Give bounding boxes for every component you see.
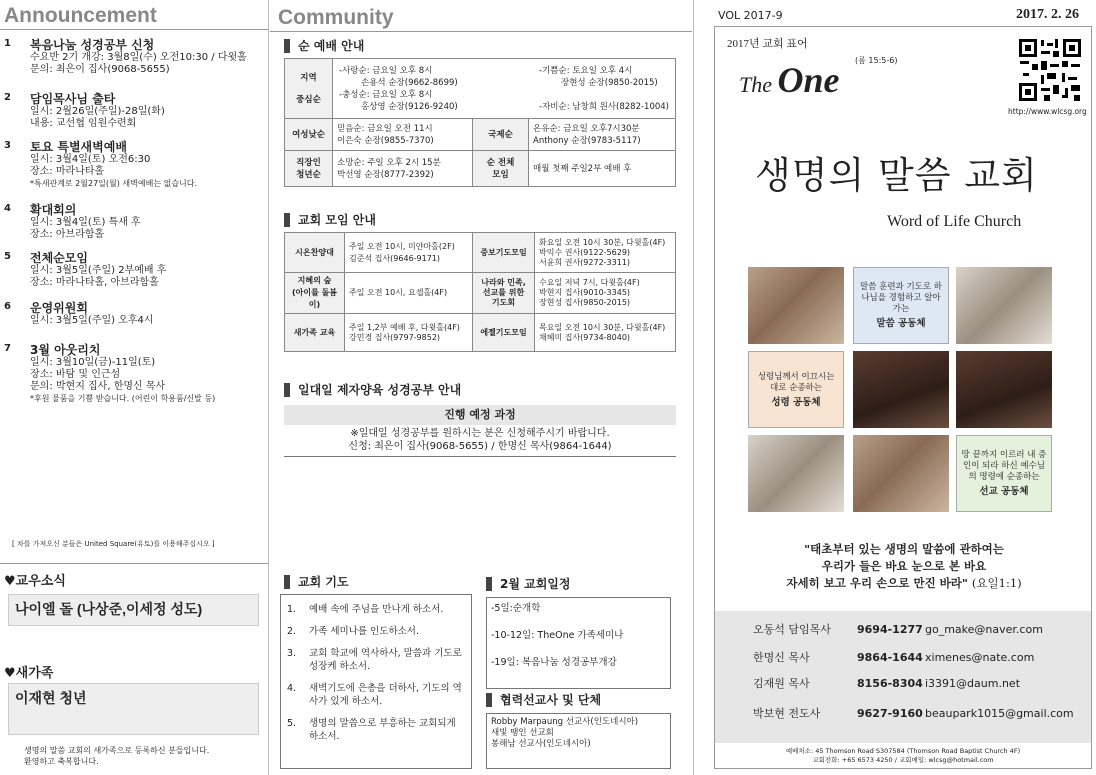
prayer-number: 2.	[287, 626, 297, 637]
announcement-line: 수요반 2기 개강: 3월8일(수) 오전10:30 / 다윗홀	[30, 52, 247, 63]
cell-line: 채혜미 집사(9734-8040)	[539, 332, 631, 342]
announcement-item	[4, 301, 266, 327]
label-text: (아이를 돌봄이)	[291, 288, 338, 309]
worship-heading: 순 예배 안내	[284, 39, 364, 53]
contact-role: 김재원 목사	[753, 677, 810, 690]
theme-year: 2017년 교회 표어	[727, 38, 808, 50]
contact-email[interactable]: i3391@daum.net	[925, 677, 1021, 690]
cell-line: 강민경 집사(9797-9852)	[349, 332, 441, 342]
new-family-footer-line: 생명의 말씀 교회의 새가족으로 등록하신 분들입니다.	[24, 746, 210, 755]
photo-praise-team	[956, 351, 1052, 428]
meetings-heading: 교회 모임 안내	[284, 213, 376, 227]
discipleship-heading: 일대일 제자양육 성경공부 안내	[284, 383, 461, 397]
announcement-title-text: 전체순모임	[30, 251, 88, 265]
prayer-text: 새벽기도에 은총을 더하사, 기도의 역사가 있게 하소서.	[309, 683, 462, 707]
cell-line: 장현성 집사(9850-2015)	[539, 298, 631, 307]
announcement-line: 일시: 3월5일(주일) 2부예배 후	[30, 265, 167, 276]
worship-label	[285, 151, 333, 187]
missionaries-heading: 협력선교사 및 단체	[486, 693, 601, 707]
announcement-item	[4, 38, 266, 76]
prayer-number: 4.	[287, 683, 297, 694]
cell-line: -사랑순: 금요일 오후 8시	[339, 65, 433, 76]
announcement-title-text: 복음나눔 성경공부 신청	[30, 38, 155, 52]
member-news-box	[8, 594, 259, 626]
cell-line: 박익수 권사(9122-5629)	[539, 247, 631, 257]
worship-table	[284, 58, 676, 187]
label-text: 지역	[300, 72, 317, 83]
issue-date: 2017. 2. 26	[1016, 7, 1079, 22]
worship-cell	[333, 151, 473, 187]
meetings-cell	[345, 314, 473, 352]
quote-ref: (요일1:1)	[971, 576, 1022, 590]
announcement-line: 장소: 마라나타홀, 아브라함홀	[30, 277, 159, 288]
schedule-box	[486, 597, 671, 689]
missionary-item: Robby Marpaung 선교사(인도네시아)	[491, 717, 639, 727]
meetings-cell	[535, 273, 676, 314]
meetings-label: 시온찬양대	[285, 233, 345, 273]
announcement-number: 1	[4, 38, 11, 49]
qr-code-icon	[1017, 37, 1083, 103]
announcement-note: *특새관계로 2월27일(월) 새벽예배는 없습니다.	[30, 179, 198, 188]
quote-line: 자세히 보고 우리 손으로 만진 바라"	[786, 576, 968, 590]
cell-line: 김준석 집사(9646-9171)	[349, 253, 441, 263]
contacts-panel	[715, 611, 1091, 743]
quote-line: "태초부터 있는 생명의 말씀에 관하여는	[804, 542, 1004, 556]
parking-note: [ 차를 가져오신 분들은 United Square(유토)를 이용해주십시오 ]	[12, 540, 215, 548]
contact-role: 오동석 담임목사	[753, 623, 831, 636]
cell-line: 믿음순: 금요일 오전 11시	[337, 123, 433, 134]
word-community-tile	[853, 267, 949, 344]
missionary-item: 새빛 땡인 선교회	[491, 728, 554, 738]
announcement-line: 일시: 3월5일(주일) 오후4시	[30, 315, 154, 326]
announcement-title-text: 확대회의	[30, 203, 77, 217]
photo-group-study	[748, 267, 844, 344]
prayer-text: 교회 학교에 역사하사, 말씀과 기도로 성장케 하소서.	[309, 648, 462, 672]
member-news-heading: ♥교우소식	[4, 574, 66, 589]
announcement-line: 장소: 마라나타홀	[30, 166, 105, 177]
announcement-number: 4	[4, 203, 11, 214]
member-news-text: 나이엘 돌 (나상준,이세정 성도)	[15, 601, 203, 617]
meetings-label: 에젤기도모임	[473, 314, 535, 352]
column-divider	[268, 0, 269, 775]
contact-phone: 9864-1644	[857, 651, 923, 664]
column-divider	[693, 0, 694, 775]
tile-title: 말씀 공동체	[876, 318, 926, 329]
prayer-heading: 교회 기도	[284, 575, 349, 589]
prayer-number: 5.	[287, 718, 297, 729]
cell-line: 이은숙 순장(9855-7370)	[337, 135, 434, 146]
meetings-cell	[345, 233, 473, 273]
label-text: 직장인	[296, 157, 321, 168]
divider	[270, 31, 692, 32]
prayer-text: 예배 속에 주님을 만나게 하소서.	[309, 604, 444, 615]
tile-title: 성령 공동체	[771, 396, 821, 408]
contact-phone: 9694-1277	[857, 623, 923, 636]
cell-line: -자비순: 남창희 원사(8282-1004)	[539, 101, 669, 112]
announcement-number: 7	[4, 343, 11, 354]
schedule-item: -5일:순개학	[491, 603, 541, 614]
prayer-number: 1.	[287, 604, 297, 615]
tile-text: 말씀 훈련과 기도로 하나님을 경험하고 알아가는	[859, 282, 942, 314]
announcement-line: 문의: 최은이 집사(9068-5655)	[30, 64, 170, 75]
announcement-item	[4, 251, 266, 289]
logo-the: The	[739, 72, 772, 97]
cell-line: 화요일 오전 10시 30분, 다윗홀(4F)	[539, 237, 666, 247]
prayer-text: 생명의 말씀으로 부흥하는 교회되게 하소서.	[309, 718, 456, 742]
contact-email[interactable]: ximenes@nate.com	[925, 651, 1035, 664]
announcement-line: 일시: 3월10일(금)-11일(토)	[30, 357, 156, 368]
meetings-cell: 주일 오전 10시, 요셉홀(4F)	[345, 273, 473, 314]
label-text: 청년순	[296, 169, 321, 180]
contact-role: 한명신 목사	[753, 651, 810, 664]
worship-label: 여성낮순	[285, 119, 333, 151]
announcement-note: *후원 물품을 기쁨 받습니다. (어린이 학용품/신발 등)	[30, 394, 216, 403]
church-name-korean: 생명의 말씀 교회	[755, 154, 1038, 197]
cell-line: -충성순: 금요일 오후 8시	[339, 89, 433, 100]
community-title: Community	[278, 6, 394, 29]
cell-line: 소망순: 주일 오후 2시 15분	[337, 157, 441, 168]
contact-phone: 8156-8304	[857, 677, 923, 690]
announcement-number: 6	[4, 301, 11, 312]
announcement-item	[4, 203, 266, 241]
prayer-item	[283, 682, 465, 708]
new-family-heading: ♥새가족	[4, 666, 54, 681]
cell-line: 주일 오전 10시, 미얀마홀(2F)	[349, 241, 455, 251]
meetings-label: 새가족 교육	[285, 314, 345, 352]
cell-line: 수요일 저녁 7시, 다윗홀(4F)	[539, 278, 640, 287]
worship-cell	[333, 119, 473, 151]
divider	[0, 563, 268, 564]
announcement-number: 2	[4, 92, 11, 103]
worship-cell	[333, 59, 676, 119]
verse-ref: (롬 15:5-6)	[855, 56, 898, 65]
cell-line: 목요일 오전 10시 30분, 다윗홀(4F)	[539, 322, 666, 332]
new-family-box	[8, 683, 259, 735]
meetings-cell	[535, 314, 676, 352]
schedule-item: -19일: 복음나눔 성경공부개강	[491, 657, 617, 668]
meetings-label	[473, 273, 535, 314]
discipleship-subhead: 진행 예정 과정	[284, 405, 676, 425]
worship-cell	[529, 119, 676, 151]
tile-title: 선교 공동체	[979, 486, 1029, 497]
worship-label: 국제순	[473, 119, 529, 151]
discipleship-line: ※일대일 성경공부를 원하시는 분은 신청해주시기 바랍니다.	[350, 428, 610, 439]
photo-church-hall	[956, 267, 1052, 344]
worship-cell: 매월 첫째 주일2부 예배 후	[529, 151, 676, 187]
announcement-line: 내용: 교선협 임원수련회	[30, 118, 137, 129]
announcement-line: 일시: 2월26일(주일)-28일(화)	[30, 106, 165, 117]
discipleship-line: 신청: 최은이 집사(9068-5655) / 한명신 목사(9864-1644)	[348, 441, 612, 452]
missionaries-box	[486, 713, 671, 769]
new-family-text: 이재현 청년	[15, 690, 87, 706]
prayer-box	[280, 594, 472, 769]
label-text: 중심순	[296, 94, 321, 105]
cell-line: 서윤희 권사(9272-3311)	[539, 257, 631, 267]
announcement-number: 5	[4, 251, 11, 262]
announcement-line: 장소: 바탐 및 인근섬	[30, 369, 121, 380]
contact-row	[715, 649, 1093, 667]
announcement-title-text: 운영위원회	[30, 301, 88, 315]
tile-text: 성령님께서 이끄시는 대로 순종하는	[757, 371, 835, 393]
announcement-item	[4, 92, 266, 130]
prayer-item	[283, 717, 465, 743]
cell-line: 손용석 순장(9662-8699)	[361, 77, 458, 88]
address	[715, 747, 1091, 765]
logo	[739, 59, 840, 101]
photo-worship-stage	[853, 351, 949, 428]
church-name-english: Word of Life Church	[887, 213, 1022, 230]
label-text: 선교를 위한	[482, 288, 525, 297]
announcement-line: 일시: 3월4일(토) 오전6:30	[30, 154, 151, 165]
divider	[0, 29, 268, 30]
discipleship-info	[284, 427, 676, 457]
contact-row	[715, 675, 1093, 693]
label-text: 순 전체	[486, 157, 515, 168]
scripture-quote	[715, 541, 1093, 592]
schedule-item: -10-12일: TheOne 가족세미나	[491, 630, 624, 641]
announcement-title-text: 토요 특별새벽예배	[30, 140, 127, 154]
announcement-line: 문의: 박현지 집사, 한명신 목사	[30, 381, 166, 392]
label-text: 지혜의 숲	[297, 276, 332, 285]
volume: VOL 2017-9	[718, 9, 783, 22]
prayer-item	[283, 647, 465, 673]
announcement-title-text: 담임목사님 출타	[30, 92, 116, 106]
cell-line: -기쁨순: 토요일 오후 4시	[539, 65, 633, 76]
label-text: 모임	[492, 169, 509, 180]
prayer-item	[283, 603, 465, 616]
meetings-cell	[535, 233, 676, 273]
contact-row	[715, 705, 1093, 723]
announcement-item	[4, 140, 266, 189]
tile-text: 땅 끝까지 이르러 내 증인이 되라 하신 예수님의 명령에 순종하는	[961, 450, 1047, 482]
new-family-footer-line: 환영하고 축복합니다.	[24, 757, 99, 766]
prayer-list	[283, 603, 465, 743]
announcement-title: Announcement	[4, 4, 157, 27]
label-text: 나라와 민족,	[481, 278, 526, 287]
missionary-item: 봉해남 선교사(인도네시아)	[491, 739, 591, 749]
mission-community-tile	[956, 435, 1052, 512]
quote-line: 우리가 들은 바요 눈으로 본 바요	[821, 559, 987, 573]
cell-line: 홍상영 순장(9126-9240)	[361, 101, 458, 112]
worship-label	[285, 59, 333, 119]
cell-line: Anthony 순장(9783-5117)	[533, 135, 641, 146]
meetings-label	[285, 273, 345, 314]
new-family-footer	[24, 745, 209, 767]
label-text: 기도회	[491, 298, 516, 307]
cell-line: 온유순: 금요일 오후7시30분	[533, 123, 640, 134]
contact-phone: 9627-9160	[857, 707, 923, 720]
cell-line: 박현지 집사(9010-3345)	[539, 288, 631, 297]
address-line: 예배처소: 45 Thomson Road S307584 (Thomson Road Baptist Church 4F)	[785, 747, 1021, 755]
photo-group-picture	[853, 435, 949, 512]
announcement-item	[4, 343, 266, 404]
prayer-number: 3.	[287, 648, 297, 659]
announcement-number: 3	[4, 140, 11, 151]
cell-line: 장현성 순장(9850-2015)	[561, 77, 658, 88]
contact-email[interactable]: go_make@naver.com	[925, 623, 1043, 636]
announcement-line: 일시: 3월4일(토) 특새 후	[30, 217, 141, 228]
logo-one: One	[777, 60, 840, 100]
photo-gathering	[748, 435, 844, 512]
website-url: http://www.wlcsg.org	[1008, 107, 1087, 116]
announcement-line: 장소: 아브라함홀	[30, 229, 105, 240]
schedule-heading: 2월 교회일정	[486, 577, 571, 591]
contact-role: 박보현 전도사	[753, 707, 821, 720]
cell-line: 박선영 순장(8777-2392)	[337, 169, 434, 180]
meetings-label: 중보기도모임	[473, 233, 535, 273]
contact-row	[715, 621, 1093, 639]
cover-panel	[714, 26, 1092, 769]
prayer-text: 가족 세미나를 인도하소서.	[309, 626, 420, 637]
prayer-item	[283, 625, 465, 638]
address-line: 교회전화: +65 6573 4250 / 교회메일: wlcsg@hotmail.com	[812, 756, 994, 764]
worship-label	[473, 151, 529, 187]
meetings-table	[284, 232, 676, 352]
cell-line: 주일 1,2부 예배 후, 다윗홀(4F)	[349, 322, 460, 332]
announcement-title-text: 3월 아웃리치	[30, 343, 101, 357]
spirit-community-tile	[748, 351, 844, 428]
contact-email[interactable]: beaupark1015@gmail.com	[925, 707, 1074, 720]
